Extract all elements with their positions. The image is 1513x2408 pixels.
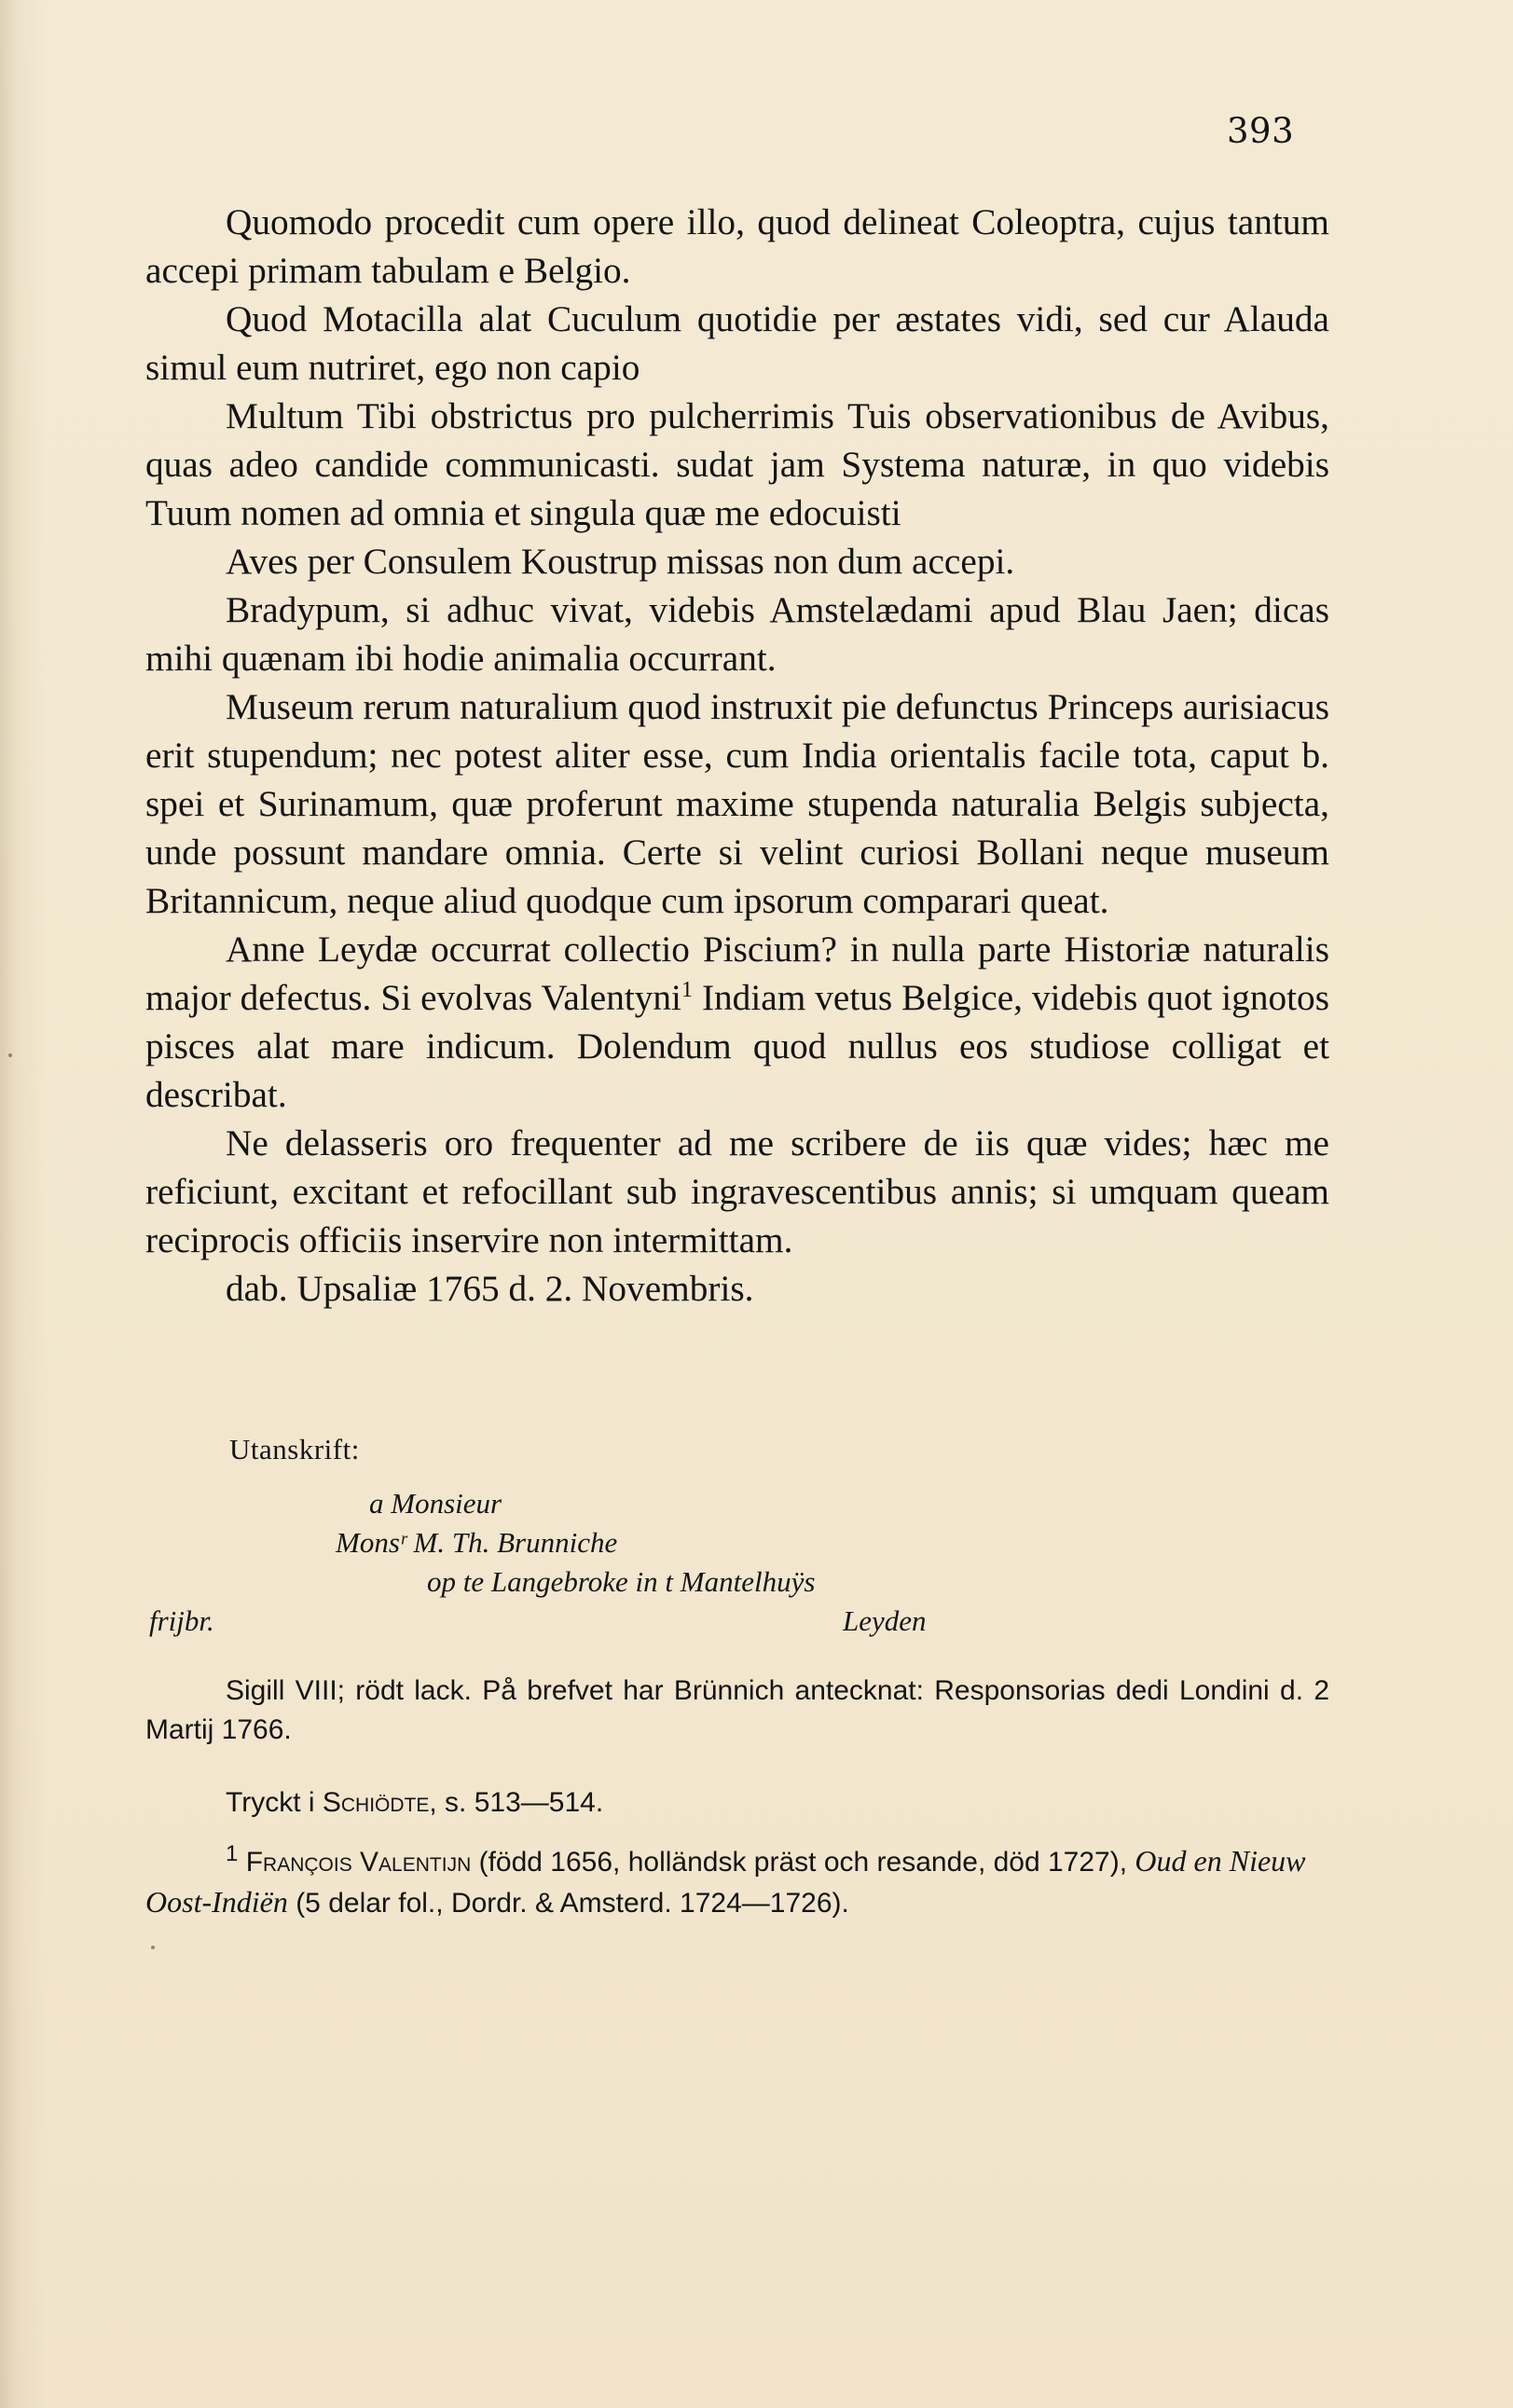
paragraph: Museum rerum naturalium quod instruxit pie defunctus Princeps aurisiacus erit stupendum; nec potest aliter esse, cum India orientalis facile tota, caput b. spei et Surinamum, quæ proferunt maxime stupenda naturalia Belgis subjecta, unde possunt mandare omnia. Certe si velint curiosi Bollani neque museum Britannicum, neque aliud quodque cum ipsorum comparari queat. [145, 686, 1329, 921]
address-label: Utanskrift: [229, 1433, 360, 1465]
paragraph: Quomodo procedit cum opere illo, quod delineat Coleoptra, cujus tantum accepi primam tabulam e Belgio. [145, 201, 1329, 291]
printed-note [145, 1783, 1329, 1823]
footnote-number: 1 [226, 1841, 239, 1866]
paragraph: Quod Motacilla alat Cuculum quotidie per æstates vidi, sed cur Alauda simul eum nutriret, ego non capio [145, 298, 1329, 388]
paragraph [145, 925, 1329, 1119]
speck-mark [8, 1053, 12, 1057]
paragraph: Multum Tibi obstrictus pro pulcherrimis Tuis observationibus de Avibus, quas adeo candide communicasti. sudat jam Systema naturæ, in quo videbis Tuum nomen ad omnia et singula quæ me edocuisti [145, 395, 1329, 533]
address-line: a Monsieur [369, 1487, 502, 1520]
address-line: Monsʳ M. Th. Brunniche [336, 1526, 618, 1559]
address-block [145, 1431, 1329, 1655]
paragraph: Aves per Consulem Koustrup missas non dum accepi. [226, 541, 1015, 582]
postage-note: frijbr. [149, 1604, 214, 1637]
footnote-work-text: (5 delar fol., Dordr. & Amsterd. 1724—1726). [287, 1888, 849, 1919]
footnote-reference: 1 [681, 977, 693, 1002]
footnote-text [145, 1841, 1329, 1923]
editorial-notes [145, 1672, 1329, 1823]
dateline: dab. Upsaliæ 1765 d. 2. Novembris. [226, 1268, 754, 1309]
printed-prefix: Tryckt i [226, 1787, 323, 1818]
printed-suffix: , s. 513—514. [429, 1787, 604, 1818]
address-line: op te Langebroke in t Mantelhuÿs [427, 1565, 816, 1598]
printed-name: Schiödte [322, 1787, 430, 1818]
paragraph: Bradypum, si adhuc vivat, videbis Amstelædami apud Blau Jaen; dicas mihi quænam ibi hodie animalia occurrant. [145, 589, 1329, 679]
paragraph-text: Anne Leydæ occurrat collectio Piscium? in nulla parte Historiæ naturalis major defectus. Si evolvas Valentyni [145, 929, 1329, 1018]
page-number: 393 [1227, 111, 1295, 151]
paragraph-text: Indiam vetus Belgice, videbis quot ignotos pisces alat mare indicum. Dolendum quod nullus eos studiose colligat et describat. [145, 977, 1329, 1115]
address-city: Leyden [843, 1604, 927, 1637]
speck-mark [151, 1946, 155, 1949]
seal-note: Sigill VIII; rödt lack. På brefvet har Brünnich antecknat: Responsorias dedi Londini d. 2 Martij 1766. [145, 1675, 1329, 1745]
footnote-body: (född 1656, holländsk präst och resande, död 1727), [471, 1847, 1128, 1878]
footnote-work-title: Oud en Nieuw Oost-Indiën [145, 1844, 1306, 1919]
letter-body [145, 198, 1329, 1313]
footnote-name: François Valentijn [245, 1847, 472, 1878]
footnote [145, 1841, 1329, 1923]
paragraph: Ne delasseris oro frequenter ad me scribere de iis quæ vides; hæc me reficiunt, excitant et refocillant sub ingravescentibus annis; si umquam queam reciprocis officiis inservire non intermittam. [145, 1122, 1329, 1260]
